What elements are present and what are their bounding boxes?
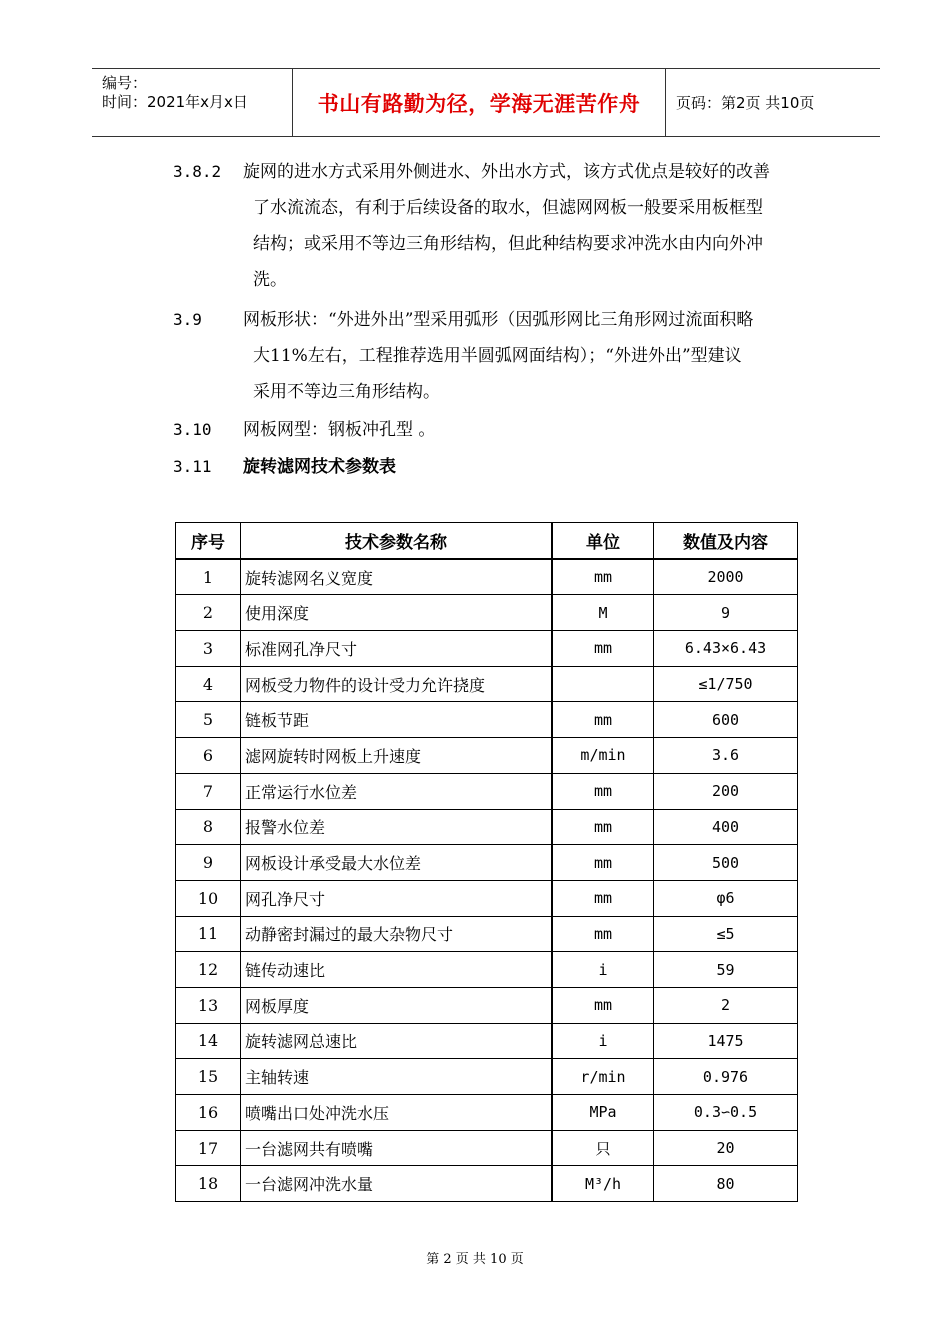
table-row bbox=[176, 631, 798, 667]
row-param-name: 网板受力物件的设计受力允许挠度 bbox=[241, 666, 553, 702]
section-3-9 bbox=[173, 302, 843, 410]
row-index: 12 bbox=[176, 952, 241, 988]
row-param-name: 网板设计承受最大水位差 bbox=[241, 845, 553, 881]
parameter-table bbox=[175, 522, 798, 1202]
row-param-name: 主轴转速 bbox=[241, 1059, 553, 1095]
table-row bbox=[176, 738, 798, 774]
row-value: 3.6 bbox=[654, 738, 798, 774]
row-index: 1 bbox=[176, 559, 241, 595]
row-value: 80 bbox=[654, 1166, 798, 1202]
row-unit bbox=[552, 666, 654, 702]
row-value: 0.3∽0.5 bbox=[654, 1095, 798, 1131]
row-unit: mm bbox=[552, 987, 654, 1023]
row-index: 5 bbox=[176, 702, 241, 738]
row-index: 15 bbox=[176, 1059, 241, 1095]
row-unit: mm bbox=[552, 559, 654, 595]
row-value: 2000 bbox=[654, 559, 798, 595]
row-value: 59 bbox=[654, 952, 798, 988]
row-param-name: 标准网孔净尺寸 bbox=[241, 631, 553, 667]
header-cell-index: 序号 bbox=[176, 523, 241, 559]
row-value: φ6 bbox=[654, 880, 798, 916]
table-row bbox=[176, 880, 798, 916]
row-param-name: 链板节距 bbox=[241, 702, 553, 738]
table-header-row bbox=[176, 523, 798, 559]
table-caption: 旋转滤网技术参数表 bbox=[243, 457, 396, 477]
number-label: 编号： bbox=[102, 74, 148, 92]
row-param-name: 旋转滤网名义宽度 bbox=[241, 559, 553, 595]
paragraph-line: 洗。 bbox=[253, 270, 287, 290]
table-row bbox=[176, 1059, 798, 1095]
table-row bbox=[176, 1166, 798, 1202]
paragraph-line: 采用不等边三角形结构。 bbox=[253, 382, 440, 402]
section-3-10 bbox=[173, 412, 843, 448]
row-index: 16 bbox=[176, 1095, 241, 1131]
row-unit: MPa bbox=[552, 1095, 654, 1131]
header-motto bbox=[293, 69, 666, 136]
row-param-name: 链传动速比 bbox=[241, 952, 553, 988]
table-row bbox=[176, 1023, 798, 1059]
row-unit: r/min bbox=[552, 1059, 654, 1095]
table-row bbox=[176, 809, 798, 845]
table-row bbox=[176, 595, 798, 631]
row-index: 4 bbox=[176, 666, 241, 702]
paragraph-line: 网板形状：“外进外出”型采用弧形（因弧形网比三角形网过流面积略 bbox=[243, 310, 754, 330]
paragraph-line: 了水流流态，有利于后续设备的取水，但滤网网板一般要采用板框型 bbox=[253, 198, 763, 218]
row-index: 17 bbox=[176, 1130, 241, 1166]
row-value: ≤1/750 bbox=[654, 666, 798, 702]
row-value: 200 bbox=[654, 773, 798, 809]
paragraph-line: 旋网的进水方式采用外侧进水、外出水方式，该方式优点是较好的改善 bbox=[243, 162, 770, 182]
section-3-11 bbox=[173, 449, 843, 485]
row-param-name: 使用深度 bbox=[241, 595, 553, 631]
section-number: 3.10 bbox=[173, 420, 212, 439]
row-index: 6 bbox=[176, 738, 241, 774]
row-param-name: 滤网旋转时网板上升速度 bbox=[241, 738, 553, 774]
row-unit: mm bbox=[552, 809, 654, 845]
row-unit: i bbox=[552, 952, 654, 988]
row-param-name: 网板厚度 bbox=[241, 987, 553, 1023]
page-footer: 第 2 页 共 10 页 bbox=[426, 1252, 524, 1267]
section-number: 3.11 bbox=[173, 457, 212, 476]
table-row bbox=[176, 952, 798, 988]
row-unit: mm bbox=[552, 773, 654, 809]
row-index: 3 bbox=[176, 631, 241, 667]
row-param-name: 喷嘴出口处冲洗水压 bbox=[241, 1095, 553, 1131]
row-unit: mm bbox=[552, 631, 654, 667]
paragraph-line: 大11%左右，工程推荐选用半圆弧网面结构）；“外进外出”型建议 bbox=[253, 346, 742, 366]
row-index: 7 bbox=[176, 773, 241, 809]
row-param-name: 一台滤网共有喷嘴 bbox=[241, 1130, 553, 1166]
row-unit: M bbox=[552, 595, 654, 631]
table-body bbox=[176, 559, 798, 1202]
section-3-8-2 bbox=[173, 154, 843, 298]
row-value: 1475 bbox=[654, 1023, 798, 1059]
row-unit: i bbox=[552, 1023, 654, 1059]
row-value: 2 bbox=[654, 987, 798, 1023]
motto-text: 书山有路勤为径，学海无涯苦作舟 bbox=[317, 91, 641, 116]
table-row bbox=[176, 916, 798, 952]
table-row bbox=[176, 666, 798, 702]
row-unit: mm bbox=[552, 702, 654, 738]
row-param-name: 动静密封漏过的最大杂物尺寸 bbox=[241, 916, 553, 952]
row-unit: mm bbox=[552, 916, 654, 952]
row-value: 600 bbox=[654, 702, 798, 738]
header-cell-unit: 单位 bbox=[552, 523, 654, 559]
header-cell-name: 技术参数名称 bbox=[241, 523, 553, 559]
row-value: 0.976 bbox=[654, 1059, 798, 1095]
row-index: 11 bbox=[176, 916, 241, 952]
table-row bbox=[176, 845, 798, 881]
row-param-name: 报警水位差 bbox=[241, 809, 553, 845]
row-value: ≤5 bbox=[654, 916, 798, 952]
row-index: 14 bbox=[176, 1023, 241, 1059]
row-value: 9 bbox=[654, 595, 798, 631]
paragraph-line: 结构；或采用不等边三角形结构，但此种结构要求冲洗水由内向外冲 bbox=[253, 234, 763, 254]
row-value: 20 bbox=[654, 1130, 798, 1166]
row-index: 18 bbox=[176, 1166, 241, 1202]
page-info-text: 页码：第2页 共10页 bbox=[676, 94, 815, 112]
page-header bbox=[92, 68, 880, 137]
header-cell-value: 数值及内容 bbox=[654, 523, 798, 559]
table-row bbox=[176, 1130, 798, 1166]
table-row bbox=[176, 1095, 798, 1131]
row-param-name: 网孔净尺寸 bbox=[241, 880, 553, 916]
row-unit: mm bbox=[552, 845, 654, 881]
table-row bbox=[176, 559, 798, 595]
row-param-name: 正常运行水位差 bbox=[241, 773, 553, 809]
row-index: 2 bbox=[176, 595, 241, 631]
row-unit: M³/h bbox=[552, 1166, 654, 1202]
row-value: 6.43×6.43 bbox=[654, 631, 798, 667]
row-index: 9 bbox=[176, 845, 241, 881]
header-meta bbox=[92, 69, 293, 136]
row-unit: m/min bbox=[552, 738, 654, 774]
table-row bbox=[176, 987, 798, 1023]
row-index: 13 bbox=[176, 987, 241, 1023]
table-row bbox=[176, 773, 798, 809]
table-row bbox=[176, 702, 798, 738]
row-unit: mm bbox=[552, 880, 654, 916]
paragraph-line: 网板网型：钢板冲孔型 。 bbox=[243, 420, 436, 440]
section-number: 3.9 bbox=[173, 310, 202, 329]
row-value: 500 bbox=[654, 845, 798, 881]
row-param-name: 旋转滤网总速比 bbox=[241, 1023, 553, 1059]
time-label: 时间：2021年x月x日 bbox=[102, 93, 248, 111]
header-page-info bbox=[666, 69, 880, 136]
row-index: 10 bbox=[176, 880, 241, 916]
row-param-name: 一台滤网冲洗水量 bbox=[241, 1166, 553, 1202]
row-value: 400 bbox=[654, 809, 798, 845]
row-index: 8 bbox=[176, 809, 241, 845]
row-unit: 只 bbox=[552, 1130, 654, 1166]
section-number: 3.8.2 bbox=[173, 162, 222, 181]
